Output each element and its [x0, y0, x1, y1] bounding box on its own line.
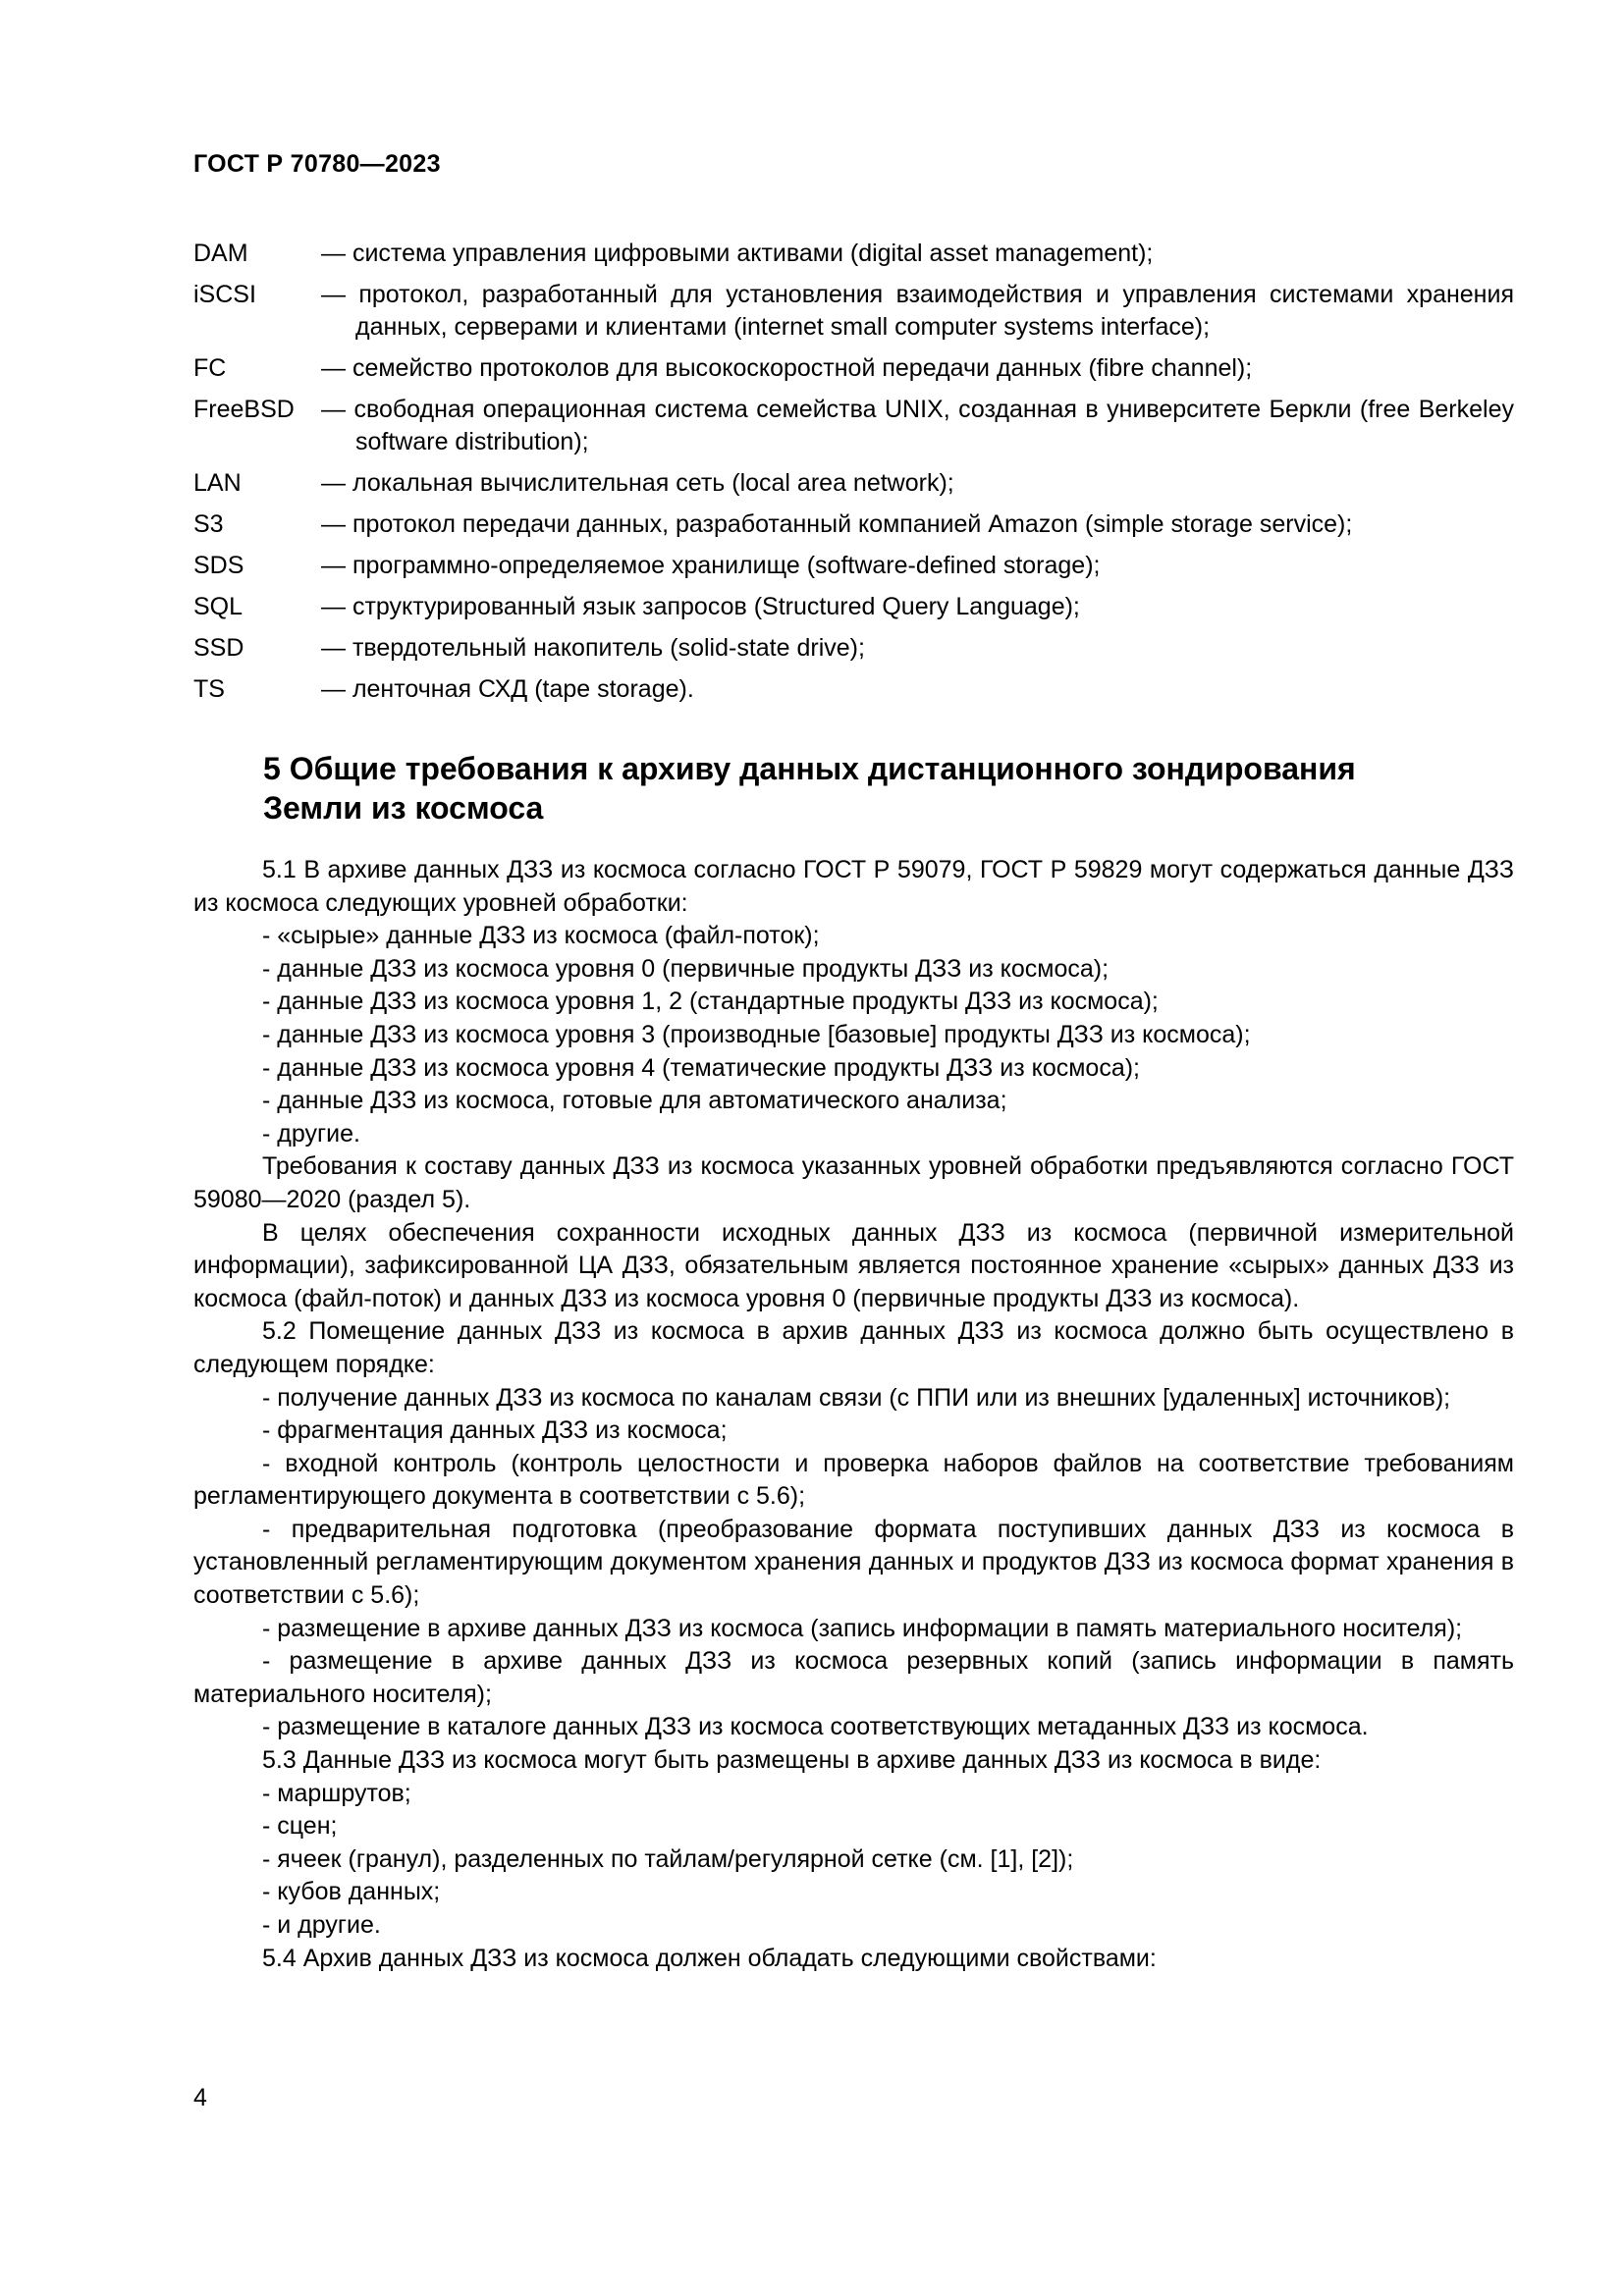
abbreviation-definition: — твердотельный накопитель (solid-state drive); — [321, 634, 865, 662]
abbreviation-definition: — локальная вычислительная сеть (local area network); — [321, 469, 954, 497]
paragraph-5-2: 5.2 Помещение данных ДЗЗ из космоса в архив данных ДЗЗ из космоса должно быть осуществлено в следующем порядке: — [193, 1317, 1514, 1378]
abbreviation-list — [193, 238, 1514, 715]
abbreviation-term: TS — [193, 675, 225, 703]
list-item: - размещение в каталоге данных ДЗЗ из космоса соответствующих метаданных ДЗЗ из космоса. — [262, 1713, 1369, 1741]
list-item: - данные ДЗЗ из космоса уровня 4 (тематические продукты ДЗЗ из космоса); — [262, 1053, 1140, 1082]
abbreviation-definition: — структурированный язык запросов (Structured Query Language); — [321, 593, 1080, 620]
list-item: - входной контроль (контроль целостности и проверка наборов файлов на соответствие требованиям регламентирующего документа в соответствии с 5.6); — [193, 1449, 1514, 1511]
list-item: - и другие. — [262, 1911, 381, 1939]
paragraph-5-4: 5.4 Архив данных ДЗЗ из космоса должен обладать следующими свойствами: — [262, 1944, 1157, 1972]
abbreviation-row — [193, 550, 1514, 582]
paragraph-requirements: Требования к составу данных ДЗЗ из космоса указанных уровней обработки предъявляются согласно ГОСТ 59080—2020 (раздел 5). — [193, 1152, 1514, 1213]
abbreviation-term: SQL — [193, 593, 244, 620]
paragraph-storage: В целях обеспечения сохранности исходных данных ДЗЗ из космоса (первичной измерительной информации), зафиксированной ЦА ДЗЗ, обязательным является постоянное хранение «сырых» данных ДЗЗ из космоса (файл-поток) и данных ДЗЗ из космоса уровня 0 (первичные продукты ДЗЗ из космоса). — [193, 1218, 1514, 1312]
list-item: - размещение в архиве данных ДЗЗ из космоса резервных копий (запись информации в память материального носителя); — [193, 1647, 1514, 1708]
abbreviation-definition: — протокол передачи данных, разработанный компанией Amazon (simple storage service); — [321, 510, 1353, 538]
abbreviation-definition: — ленточная СХД (tape storage). — [321, 675, 694, 703]
list-item: - сцен; — [262, 1812, 338, 1841]
abbreviation-definition: — программно-определяемое хранилище (software-defined storage); — [321, 552, 1101, 579]
abbreviation-definition: — свободная операционная система семейства UNIX, созданная в университете Беркли (free Berkeley software distribution); — [321, 396, 1514, 455]
abbreviation-row — [193, 632, 1514, 665]
list-item: - получение данных ДЗЗ из космоса по каналам связи (с ППИ или из внешних [удаленных] источников); — [262, 1383, 1451, 1412]
list-item: - предварительная подготовка (преобразование формата поступивших данных ДЗЗ из космоса в установленный регламентирующим документом хранения данных и продуктов ДЗЗ из космоса формат хранения в соответствии с 5.6); — [193, 1515, 1514, 1610]
paragraph-5-3: 5.3 Данные ДЗЗ из космоса могут быть размещены в архиве данных ДЗЗ из космоса в виде: — [262, 1746, 1322, 1775]
list-item: - фрагментация данных ДЗЗ из космоса; — [262, 1416, 728, 1445]
abbreviation-row — [193, 508, 1514, 541]
abbreviation-row — [193, 591, 1514, 623]
section-5-heading: 5 Общие требования к архиву данных дистанционного зондирования Земли из космоса — [263, 751, 1356, 826]
document-code-header: ГОСТ Р 70780—2023 — [193, 150, 441, 178]
abbreviation-term: SDS — [193, 552, 244, 579]
abbreviation-row — [193, 467, 1514, 500]
list-item: - ячеек (гранул), разделенных по тайлам/регулярной сетке (см. [1], [2]); — [262, 1844, 1074, 1873]
abbreviation-row — [193, 394, 1514, 458]
abbreviation-row — [193, 238, 1514, 270]
abbreviation-term: LAN — [193, 469, 242, 497]
list-item: - кубов данных; — [262, 1878, 441, 1906]
abbreviation-term: DAM — [193, 240, 248, 267]
list-item: - «сырые» данные ДЗЗ из космоса (файл-поток); — [262, 922, 820, 950]
abbreviation-row — [193, 352, 1514, 385]
list-item: - данные ДЗЗ из космоса уровня 1, 2 (стандартные продукты ДЗЗ из космоса); — [262, 988, 1159, 1016]
list-item: - данные ДЗЗ из космоса, готовые для автоматического анализа; — [262, 1087, 1007, 1115]
list-item: - маршрутов; — [262, 1779, 411, 1807]
abbreviation-definition: — система управления цифровыми активами (digital asset management); — [321, 240, 1154, 267]
abbreviation-term: S3 — [193, 510, 224, 538]
abbreviation-term: SSD — [193, 634, 244, 662]
list-item: - размещение в архиве данных ДЗЗ из космоса (запись информации в память материального носителя); — [262, 1614, 1463, 1642]
list-item: - другие. — [262, 1119, 360, 1148]
abbreviation-row — [193, 279, 1514, 344]
abbreviation-row — [193, 673, 1514, 706]
abbreviation-definition: — семейство протоколов для высокоскоростной передачи данных (fibre channel); — [321, 354, 1253, 382]
abbreviation-term: FC — [193, 354, 227, 382]
abbreviation-term: iSCSI — [193, 281, 256, 308]
abbreviation-definition: — протокол, разработанный для установления взаимодействия и управления системами хранения данных, серверами и клиентами (internet small computer systems interface); — [321, 281, 1514, 341]
abbreviation-term: FreeBSD — [193, 396, 295, 423]
paragraph-5-1: 5.1 В архиве данных ДЗЗ из космоса согласно ГОСТ Р 59079, ГОСТ Р 59829 могут содержаться данные ДЗЗ из космоса следующих уровней обработки: — [193, 856, 1514, 917]
page-number: 4 — [193, 2084, 207, 2111]
list-item: - данные ДЗЗ из космоса уровня 3 (производные [базовые] продукты ДЗЗ из космоса); — [262, 1020, 1251, 1048]
section-5-body — [193, 854, 1514, 1975]
list-item: - данные ДЗЗ из космоса уровня 0 (первичные продукты ДЗЗ из космоса); — [262, 954, 1110, 983]
